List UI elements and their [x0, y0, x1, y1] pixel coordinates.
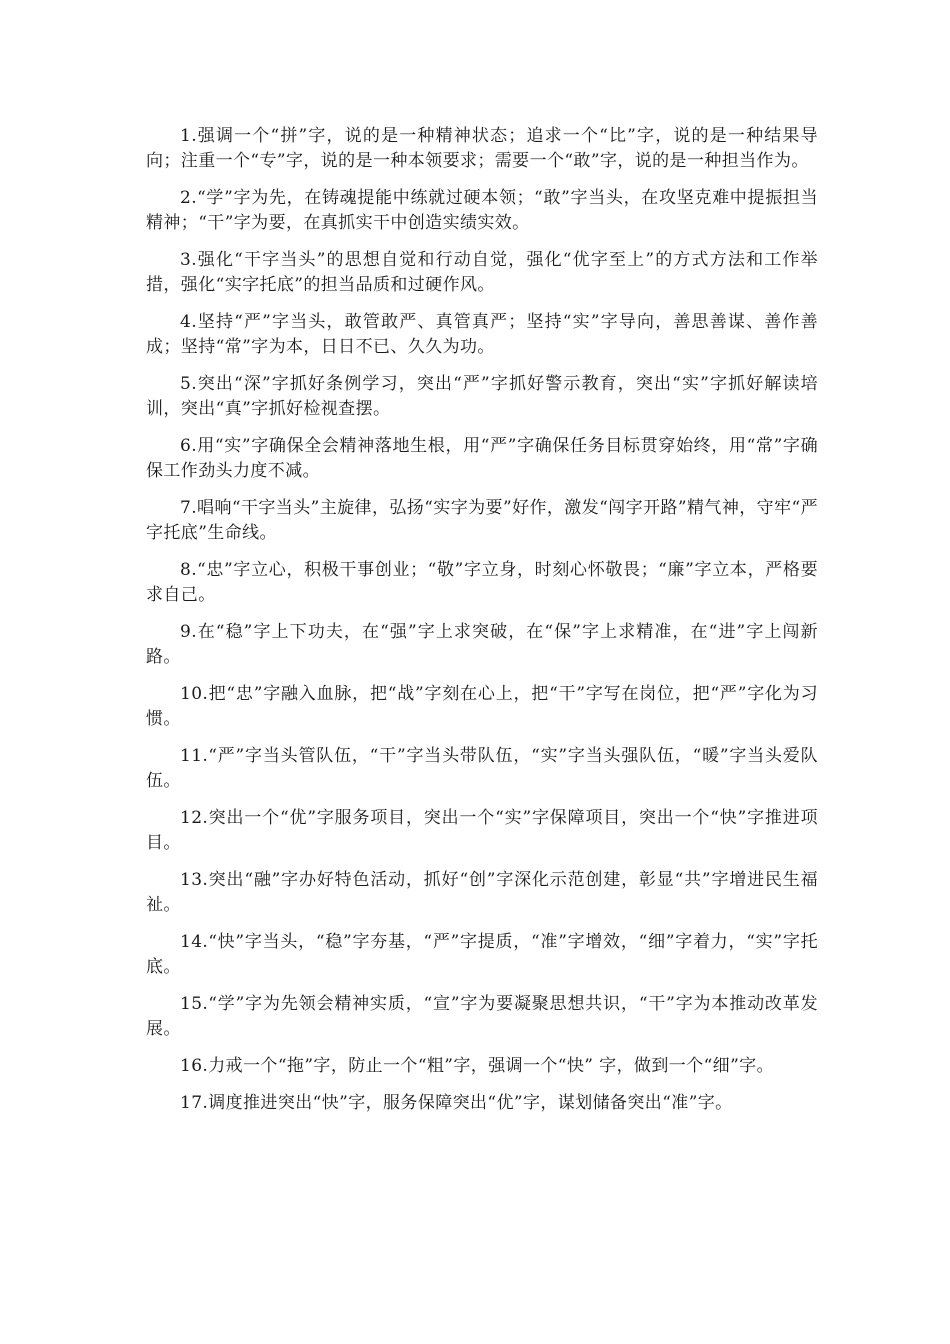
paragraph-14: 14.“快”字当头，“稳”字夯基，“严”字提质，“准”字增效，“细”字着力，“实”字托底。	[146, 932, 818, 977]
paragraph-5: 5.突出“深”字抓好条例学习，突出“严”字抓好警示教育，突出“实”字抓好解读培训，突出“真”字抓好检视查摆。	[146, 374, 818, 419]
paragraph-1: 1.强调一个“拼”字，说的是一种精神状态；追求一个“比”字，说的是一种结果导向；注重一个“专”字，说的是一种本领要求；需要一个“敢”字，说的是一种担当作为。	[146, 126, 818, 171]
paragraph-2: 2.“学”字为先，在铸魂提能中练就过硬本领；“敢”字当头，在攻坚克难中提振担当精神；“干”字为要，在真抓实干中创造实绩实效。	[146, 188, 818, 233]
paragraph-8: 8.“忠”字立心，积极干事创业；“敬”字立身，时刻心怀敬畏；“廉”字立本，严格要求自己。	[146, 560, 818, 605]
paragraph-11: 11.“严”字当头管队伍，“干”字当头带队伍，“实”字当头强队伍，“暖”字当头爱队伍。	[146, 746, 818, 791]
paragraph-4: 4.坚持“严”字当头，敢管敢严、真管真严；坚持“实”字导向，善思善谋、善作善成；坚持“常”字为本，日日不已、久久为功。	[146, 312, 818, 357]
paragraph-3: 3.强化“干字当头”的思想自觉和行动自觉，强化“优字至上”的方式方法和工作举措，强化“实字托底”的担当品质和过硬作风。	[146, 250, 818, 295]
paragraph-15: 15.“学”字为先领会精神实质，“宣”字为要凝聚思想共识，“干”字为本推动改革发展。	[146, 994, 818, 1039]
paragraph-16: 16.力戒一个“拖”字，防止一个“粗”字，强调一个“快” 字，做到一个“细”字。	[180, 1056, 774, 1076]
paragraph-17: 17.调度推进突出“快”字，服务保障突出“优”字，谋划储备突出“准”字。	[180, 1093, 733, 1113]
paragraph-6: 6.用“实”字确保全会精神落地生根，用“严”字确保任务目标贯穿始终，用“常”字确保工作劲头力度不减。	[146, 436, 818, 481]
paragraph-12: 12.突出一个“优”字服务项目，突出一个“实”字保障项目，突出一个“快”字推进项目。	[146, 808, 818, 853]
document-body	[146, 124, 818, 1128]
paragraph-9: 9.在“稳”字上下功夫，在“强”字上求突破，在“保”字上求精准，在“进”字上闯新路。	[146, 622, 818, 667]
paragraph-10: 10.把“忠”字融入血脉，把“战”字刻在心上，把“干”字写在岗位，把“严”字化为习惯。	[146, 684, 818, 729]
paragraph-7: 7.唱响“干字当头”主旋律，弘扬“实字为要”好作，激发“闯字开路”精气神，守牢“严字托底”生命线。	[146, 498, 818, 543]
paragraph-13: 13.突出“融”字办好特色活动，抓好“创”字深化示范创建，彰显“共”字增进民生福祉。	[146, 870, 818, 915]
